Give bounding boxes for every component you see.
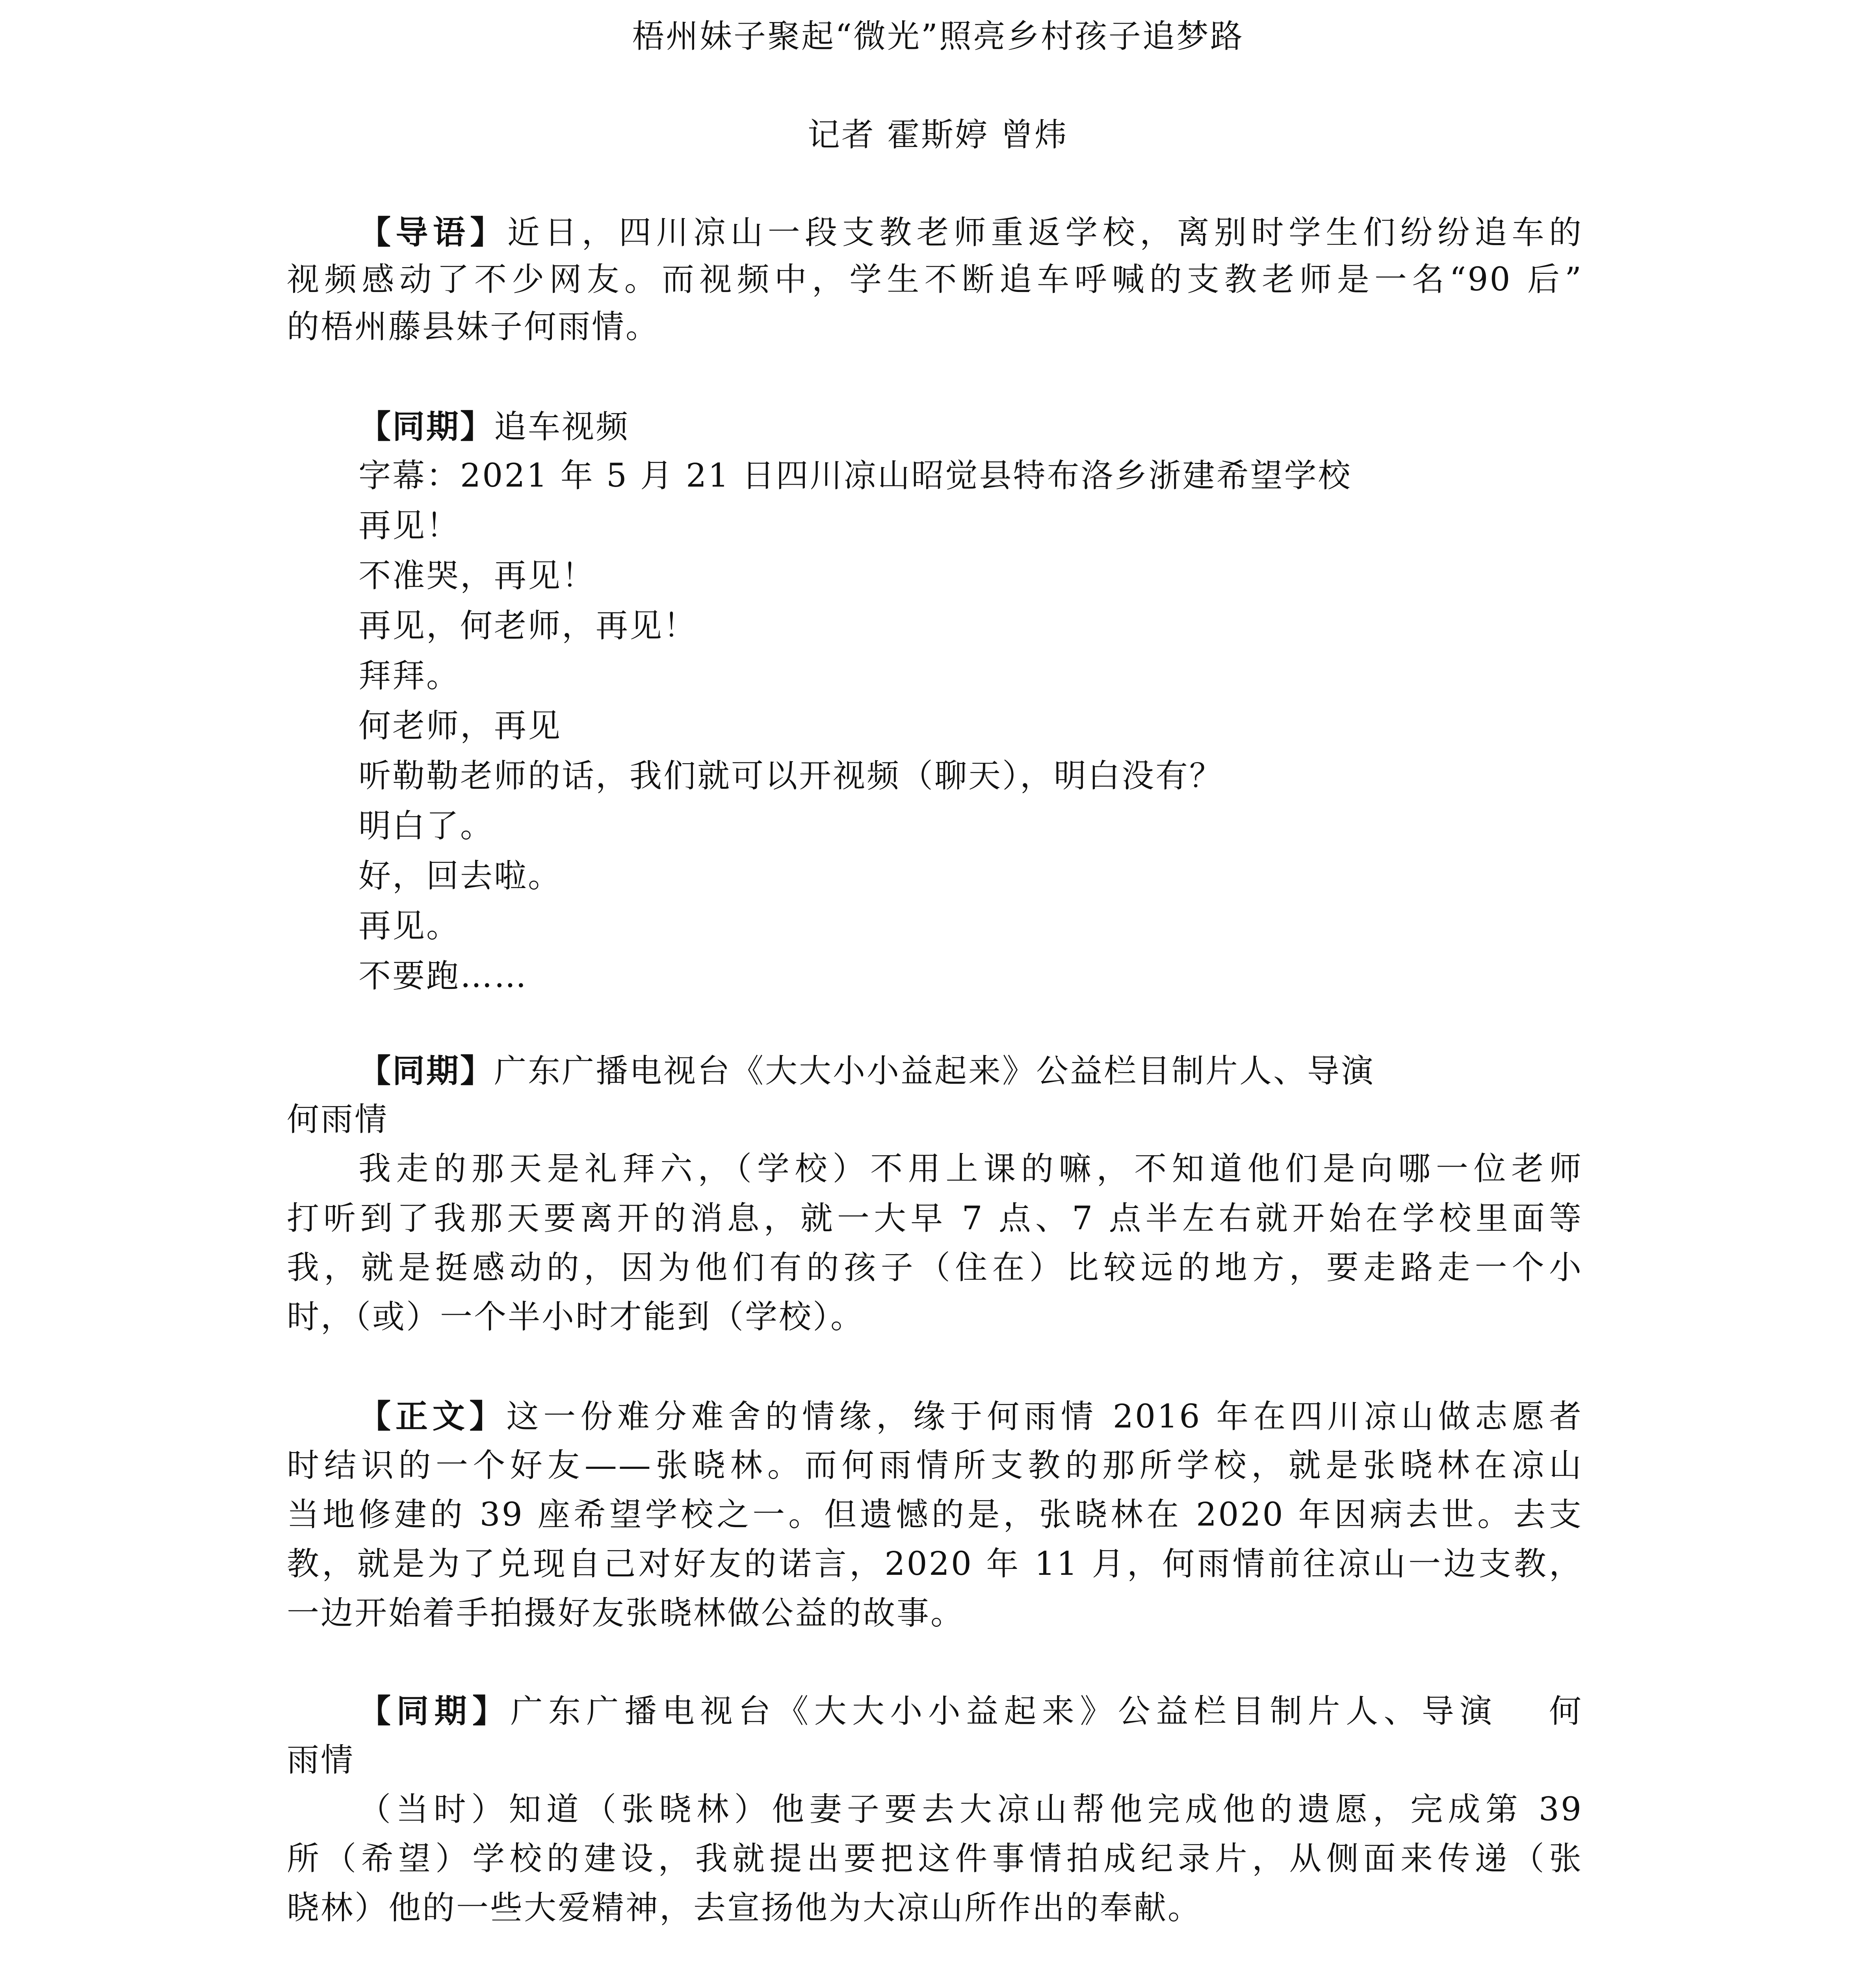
paragraph-line: 一边开始着手拍摄好友张晓林做公益的故事。 bbox=[287, 1595, 965, 1632]
paragraph-line: 教，就是为了兑现自己对好友的诺言，2020 年 11 月，何雨情前往凉山一边支教， bbox=[287, 1545, 1583, 1583]
paragraph-line: 所（希望）学校的建设，我就提出要把这件事情拍成纪录片，从侧面来传递（张 bbox=[287, 1840, 1583, 1877]
section-tag: 【同期】 bbox=[358, 1052, 494, 1090]
dialogue-line: 再见。 bbox=[358, 907, 461, 945]
paragraph-line: 视频感动了不少网友。而视频中，学生不断追车呼喊的支教老师是一名“90 后” bbox=[287, 261, 1583, 298]
dialogue-line: 不准哭，再见！ bbox=[358, 557, 596, 595]
paragraph-line: 我，就是挺感动的，因为他们有的孩子（住在）比较远的地方，要走路走一个小 bbox=[287, 1249, 1583, 1286]
dialogue-line: 拜拜。 bbox=[358, 657, 461, 695]
section-heading: 【同期】广东广播电视台《大大小小益起来》公益栏目制片人、导演 bbox=[358, 1052, 1375, 1090]
subtitle-line: 字幕：2021 年 5 月 21 日四川凉山昭觉县特布洛乡浙建希望学校 bbox=[358, 457, 1352, 494]
section-heading: 【同期】追车视频 bbox=[358, 408, 630, 446]
document-title: 梧州妹子聚起“微光”照亮乡村孩子追梦路 bbox=[632, 18, 1244, 55]
dialogue-line: 明白了。 bbox=[358, 807, 494, 845]
dialogue-line: 听勒勒老师的话，我们就可以开视频（聊天），明白没有？ bbox=[358, 757, 1224, 795]
paragraph-line: 当地修建的 39 座希望学校之一。但遗憾的是，张晓林在 2020 年因病去世。去支 bbox=[287, 1496, 1583, 1533]
section-tag: 【导语】 bbox=[358, 214, 507, 251]
byline: 记者 霍斯婷 曾炜 bbox=[807, 116, 1069, 154]
dialogue-line: 何老师，再见 bbox=[358, 707, 562, 745]
section-tag: 【同期】 bbox=[358, 1692, 511, 1730]
dialogue-line: 再见，何老师，再见！ bbox=[358, 607, 698, 645]
section-tag: 【正文】 bbox=[358, 1398, 507, 1435]
paragraph-line: 【导语】近日，四川凉山一段支教老师重返学校，离别时学生们纷纷追车的 bbox=[358, 214, 1583, 251]
paragraph-line: 【正文】这一份难分难舍的情缘，缘于何雨情 2016 年在四川凉山做志愿者 bbox=[358, 1398, 1583, 1435]
section-tag: 【同期】 bbox=[358, 408, 494, 446]
speaker-name: 雨情 bbox=[287, 1741, 355, 1779]
paragraph-line: 我走的那天是礼拜六，（学校）不用上课的嘛，不知道他们是向哪一位老师 bbox=[358, 1150, 1583, 1188]
dialogue-line: 再见！ bbox=[358, 507, 461, 545]
paragraph-line: （当时）知道（张晓林）他妻子要去大凉山帮他完成他的遗愿，完成第 39 bbox=[358, 1791, 1583, 1828]
speaker-name: 何雨情 bbox=[287, 1101, 389, 1138]
dialogue-line: 不要跑…… bbox=[358, 957, 528, 995]
section-heading: 【同期】广东广播电视台《大大小小益起来》公益栏目制片人、导演 何 bbox=[358, 1692, 1583, 1730]
paragraph-line: 时，（或）一个半小时才能到（学校）。 bbox=[287, 1298, 865, 1336]
paragraph-line: 时结识的一个好友——张晓林。而何雨情所支教的那所学校，就是张晓林在凉山 bbox=[287, 1447, 1583, 1484]
paragraph-line: 打听到了我那天要离开的消息，就一大早 7 点、7 点半左右就开始在学校里面等 bbox=[287, 1200, 1583, 1237]
dialogue-line: 好，回去啦。 bbox=[358, 857, 562, 895]
paragraph-line: 晓林）他的一些大爱精神，去宣扬他为大凉山所作出的奉献。 bbox=[287, 1889, 1202, 1927]
paragraph-line: 的梧州藤县妹子何雨情。 bbox=[287, 308, 660, 346]
